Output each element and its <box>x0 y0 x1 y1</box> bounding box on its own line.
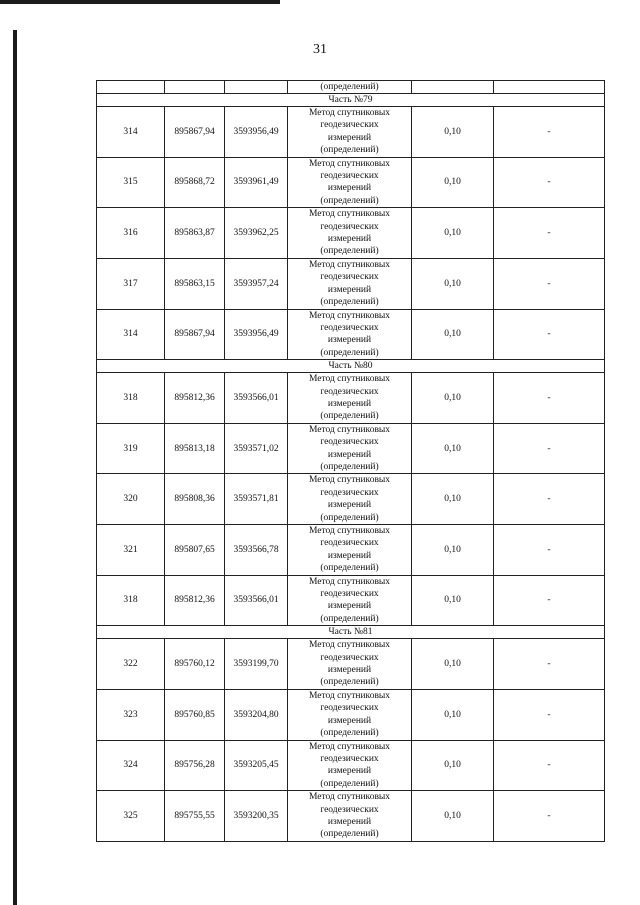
method-line: измерений <box>327 816 372 827</box>
coordinate-x: 895812,36 <box>165 575 225 626</box>
method-line: измерений <box>327 234 372 245</box>
table-row <box>97 575 605 626</box>
method-line: (определений) <box>320 195 379 206</box>
point-number: 314 <box>97 107 165 158</box>
note: - <box>494 258 605 309</box>
point-number: 322 <box>97 639 165 690</box>
cell-note <box>494 81 605 94</box>
part-title: Часть №81 <box>97 626 605 639</box>
note: - <box>494 107 605 158</box>
note: - <box>494 309 605 360</box>
cell-accuracy <box>412 81 494 94</box>
method-cell <box>288 309 412 360</box>
accuracy: 0,10 <box>412 740 494 791</box>
method-line: геодезических <box>320 386 379 397</box>
method-cell <box>288 689 412 740</box>
method-line: измерений <box>327 449 372 460</box>
table-row <box>97 423 605 474</box>
method-line: геодезических <box>320 322 379 333</box>
accuracy: 0,10 <box>412 525 494 576</box>
accuracy: 0,10 <box>412 107 494 158</box>
coordinates-table-body <box>97 81 605 842</box>
coordinate-y: 3593566,01 <box>225 373 288 424</box>
method-line: (определений) <box>320 563 379 574</box>
point-number: 315 <box>97 157 165 208</box>
method-cell <box>288 258 412 309</box>
method-cell <box>288 373 412 424</box>
table-row <box>97 157 605 208</box>
coordinate-y: 3593204,80 <box>225 689 288 740</box>
method-line: (определений) <box>320 461 379 472</box>
coordinate-y: 3593199,70 <box>225 639 288 690</box>
coordinate-y: 3593566,01 <box>225 575 288 626</box>
coordinate-y: 3593956,49 <box>225 309 288 360</box>
accuracy: 0,10 <box>412 791 494 842</box>
continuation-row <box>97 81 605 94</box>
cell-method: (определений) <box>288 81 412 94</box>
method-line: измерений <box>327 284 372 295</box>
table-row <box>97 474 605 525</box>
point-number: 317 <box>97 258 165 309</box>
note: - <box>494 208 605 259</box>
method-line: Метод спутниковых <box>308 424 391 435</box>
accuracy: 0,10 <box>412 373 494 424</box>
note: - <box>494 474 605 525</box>
method-line: измерений <box>327 766 372 777</box>
method-line: (определений) <box>320 677 379 688</box>
method-line: (определений) <box>320 145 379 156</box>
table-row <box>97 689 605 740</box>
coordinate-y: 3593962,25 <box>225 208 288 259</box>
part-header-row <box>97 626 605 639</box>
point-number: 318 <box>97 575 165 626</box>
method-line: геодезических <box>320 487 379 498</box>
accuracy: 0,10 <box>412 258 494 309</box>
accuracy: 0,10 <box>412 639 494 690</box>
accuracy: 0,10 <box>412 208 494 259</box>
table-row <box>97 740 605 791</box>
method-line: Метод спутниковых <box>308 792 391 803</box>
note: - <box>494 689 605 740</box>
method-line: (определений) <box>320 778 379 789</box>
method-line: измерений <box>327 715 372 726</box>
method-line: геодезических <box>320 221 379 232</box>
coordinate-x: 895760,12 <box>165 639 225 690</box>
part-header-row <box>97 94 605 107</box>
method-line: измерений <box>327 132 372 143</box>
note: - <box>494 639 605 690</box>
method-line: геодезических <box>320 538 379 549</box>
method-line: Метод спутниковых <box>308 526 391 536</box>
method-line: измерений <box>327 398 372 409</box>
method-line: геодезических <box>320 272 379 283</box>
method-line: геодезических <box>320 120 379 131</box>
coordinate-x: 895813,18 <box>165 423 225 474</box>
coordinate-y: 3593956,49 <box>225 107 288 158</box>
coordinates-table <box>96 80 605 842</box>
table-row <box>97 525 605 576</box>
method-line: (определений) <box>320 246 379 257</box>
table-row <box>97 208 605 259</box>
method-line: измерений <box>327 550 372 561</box>
part-title: Часть №80 <box>97 360 605 373</box>
method-line: Метод спутниковых <box>308 259 391 270</box>
point-number: 323 <box>97 689 165 740</box>
scan-edge-top <box>0 0 280 4</box>
cell-y <box>225 81 288 94</box>
method-line: (определений) <box>320 297 379 308</box>
coordinate-x: 895867,94 <box>165 107 225 158</box>
coordinate-x: 895867,94 <box>165 309 225 360</box>
method-line: измерений <box>327 183 372 194</box>
point-number: 318 <box>97 373 165 424</box>
method-cell <box>288 474 412 525</box>
point-number: 320 <box>97 474 165 525</box>
method-cell <box>288 208 412 259</box>
table-row <box>97 791 605 842</box>
accuracy: 0,10 <box>412 309 494 360</box>
note: - <box>494 791 605 842</box>
method-line: геодезических <box>320 437 379 448</box>
method-cell <box>288 525 412 576</box>
method-line: геодезических <box>320 589 379 600</box>
cell-x <box>165 81 225 94</box>
method-cell <box>288 107 412 158</box>
accuracy: 0,10 <box>412 689 494 740</box>
accuracy: 0,10 <box>412 575 494 626</box>
note: - <box>494 373 605 424</box>
table-row <box>97 258 605 309</box>
point-number: 324 <box>97 740 165 791</box>
note: - <box>494 740 605 791</box>
method-line: Метод спутниковых <box>308 741 391 752</box>
method-line: геодезических <box>320 171 379 182</box>
method-line: Метод спутниковых <box>308 640 391 651</box>
method-line: геодезических <box>320 753 379 764</box>
method-cell <box>288 639 412 690</box>
method-line: измерений <box>327 335 372 346</box>
cell-number <box>97 81 165 94</box>
coordinate-x: 895807,65 <box>165 525 225 576</box>
coordinate-y: 3593571,81 <box>225 474 288 525</box>
method-cell <box>288 575 412 626</box>
coordinate-x: 895863,15 <box>165 258 225 309</box>
coordinate-y: 3593957,24 <box>225 258 288 309</box>
method-line: Метод спутниковых <box>308 475 391 486</box>
method-line: геодезических <box>320 652 379 663</box>
method-line: Метод спутниковых <box>308 374 391 385</box>
coordinate-x: 895868,72 <box>165 157 225 208</box>
method-cell <box>288 791 412 842</box>
method-line: Метод спутниковых <box>308 108 391 118</box>
coordinate-y: 3593200,35 <box>225 791 288 842</box>
coordinate-y: 3593205,45 <box>225 740 288 791</box>
coordinate-y: 3593571,02 <box>225 423 288 474</box>
method-cell <box>288 157 412 208</box>
note: - <box>494 525 605 576</box>
point-number: 314 <box>97 309 165 360</box>
scan-edge-left <box>13 30 17 905</box>
table-row <box>97 639 605 690</box>
method-line: Метод спутниковых <box>308 209 391 220</box>
point-number: 321 <box>97 525 165 576</box>
part-header-row <box>97 360 605 373</box>
coordinate-x: 895756,28 <box>165 740 225 791</box>
coordinate-x: 895812,36 <box>165 373 225 424</box>
method-line: Метод спутниковых <box>308 690 391 701</box>
table-row <box>97 373 605 424</box>
method-line: геодезических <box>320 804 379 815</box>
page-number: 31 <box>313 42 327 57</box>
coordinate-x: 895863,87 <box>165 208 225 259</box>
method-line: Метод спутниковых <box>308 158 391 169</box>
part-title: Часть №79 <box>97 94 605 107</box>
coordinate-y: 3593566,78 <box>225 525 288 576</box>
method-line: Метод спутниковых <box>308 310 391 321</box>
accuracy: 0,10 <box>412 423 494 474</box>
coordinate-y: 3593961,49 <box>225 157 288 208</box>
table-row <box>97 309 605 360</box>
coordinate-x: 895760,85 <box>165 689 225 740</box>
method-line: геодезических <box>320 703 379 714</box>
method-line: (определений) <box>320 347 379 358</box>
point-number: 325 <box>97 791 165 842</box>
method-cell <box>288 740 412 791</box>
method-line: Метод спутниковых <box>308 576 391 587</box>
point-number: 319 <box>97 423 165 474</box>
method-line: измерений <box>327 665 372 676</box>
method-line: измерений <box>327 500 372 511</box>
note: - <box>494 423 605 474</box>
method-line: (определений) <box>320 613 379 624</box>
table-row <box>97 107 605 158</box>
coordinate-x: 895808,36 <box>165 474 225 525</box>
point-number: 316 <box>97 208 165 259</box>
accuracy: 0,10 <box>412 474 494 525</box>
method-cell <box>288 423 412 474</box>
coordinate-x: 895755,55 <box>165 791 225 842</box>
note: - <box>494 575 605 626</box>
note: - <box>494 157 605 208</box>
accuracy: 0,10 <box>412 157 494 208</box>
method-line: измерений <box>327 601 372 612</box>
method-line: (определений) <box>320 512 379 523</box>
method-line: (определений) <box>320 829 379 840</box>
method-line: (определений) <box>320 728 379 739</box>
method-line: (определений) <box>320 411 379 422</box>
